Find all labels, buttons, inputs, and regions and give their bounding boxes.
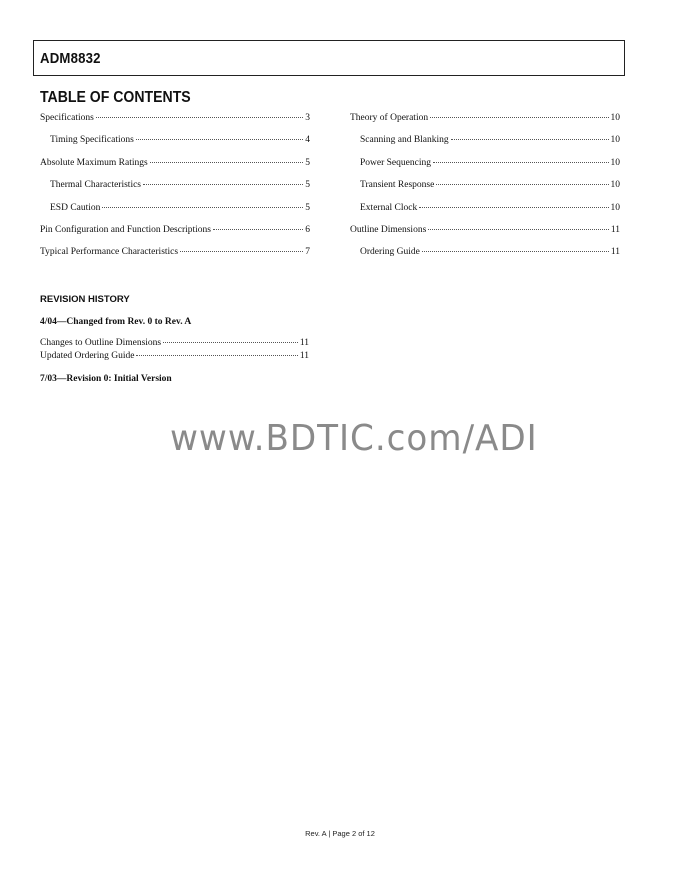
page-footer: Rev. A | Page 2 of 12 [305,829,375,838]
toc-dot-leader [430,117,608,118]
revision-change-page: 11 [299,338,309,348]
toc-entry-ordering-guide[interactable] [350,247,620,269]
toc-title: TABLE OF CONTENTS [40,89,191,106]
header-box [33,40,625,76]
revision-change-item[interactable] [40,338,309,351]
toc-entry-page: 10 [610,180,620,191]
toc-entry-outline-dimensions[interactable] [350,225,620,247]
toc-entry-scanning-and-blanking[interactable] [350,135,620,157]
toc-entry-transient-response[interactable] [350,180,620,202]
toc-entry-label: Thermal Characteristics [50,180,142,191]
toc-entry-page: 4 [305,135,310,146]
toc-dot-leader [428,229,609,230]
toc-dot-leader [136,355,297,356]
toc-entry-page: 10 [610,113,620,123]
toc-entry-label: Pin Configuration and Function Descriptions [40,224,211,235]
toc-dot-leader [213,229,303,230]
toc-entry-power-sequencing[interactable] [350,158,620,180]
toc-entry-label: Scanning and Blanking [360,135,449,146]
toc-entry-timing-specifications[interactable] [40,135,310,157]
toc-entry-esd-caution[interactable] [40,203,310,225]
toc-entry-page: 11 [610,247,620,258]
toc-entry-page: 5 [305,157,310,168]
revision-0-heading: 7/03—Revision 0: Initial Version [40,374,172,384]
toc-entry-page: 10 [610,157,620,168]
toc-entry-label: Timing Specifications [50,135,134,146]
toc-entry-external-clock[interactable] [350,203,620,225]
toc-entry-page: 11 [610,224,620,235]
revision-a-heading: 4/04—Changed from Rev. 0 to Rev. A [40,317,192,327]
toc-left-column [40,113,310,270]
toc-entry-label: Ordering Guide [360,247,420,258]
toc-dot-leader [136,139,303,140]
toc-entry-label: ESD Caution [50,202,101,213]
revision-change-page: 11 [299,351,309,361]
toc-entry-label: Transient Response [360,180,435,191]
toc-dot-leader [96,117,303,118]
toc-dot-leader [422,251,609,252]
revision-change-label: Updated Ordering Guide [40,351,135,361]
revision-history-heading: REVISION HISTORY [40,294,130,305]
toc-entry-page: 10 [610,135,620,146]
toc-entry-page: 5 [305,202,310,213]
toc-entry-absolute-maximum-ratings[interactable] [40,158,310,180]
revision-change-item[interactable] [40,351,309,364]
revision-changes-list [40,338,309,364]
toc-entry-label: Specifications [40,113,94,123]
toc-dot-leader [436,184,608,185]
toc-entry-label: Absolute Maximum Ratings [40,157,148,168]
toc-dot-leader [451,139,609,140]
toc-entry-thermal-characteristics[interactable] [40,180,310,202]
toc-entry-label: External Clock [360,202,418,213]
toc-dot-leader [150,162,304,163]
toc-entry-label: Power Sequencing [360,157,431,168]
toc-entry-page: 7 [305,247,310,258]
toc-entry-page: 3 [305,113,310,123]
toc-entry-theory-of-operation[interactable] [350,113,620,135]
toc-dot-leader [163,342,298,343]
revision-change-label: Changes to Outline Dimensions [40,338,162,348]
toc-entry-typical-performance[interactable] [40,247,310,269]
toc-dot-leader [143,184,303,185]
toc-entry-specifications[interactable] [40,113,310,135]
toc-entry-label: Typical Performance Characteristics [40,247,179,258]
toc-entry-page: 6 [305,224,310,235]
toc-entry-label: Theory of Operation [350,113,429,123]
toc-dot-leader [419,207,608,208]
toc-entry-pin-configuration[interactable] [40,225,310,247]
watermark: www.BDTIC.com/ADI [170,418,538,459]
toc-right-column [350,113,620,270]
toc-dot-leader [433,162,609,163]
part-number: ADM8832 [40,50,101,67]
toc-dot-leader [102,207,303,208]
toc-dot-leader [180,251,303,252]
toc-entry-label: Outline Dimensions [350,224,427,235]
toc-entry-page: 5 [305,180,310,191]
toc-entry-page: 10 [610,202,620,213]
